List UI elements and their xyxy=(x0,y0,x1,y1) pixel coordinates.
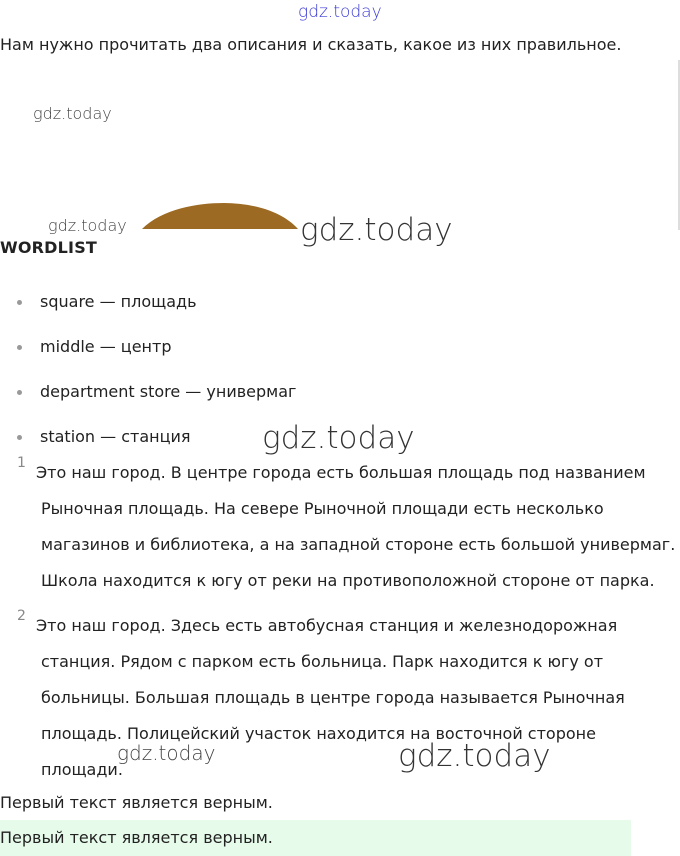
watermark: gdz.today xyxy=(300,212,453,248)
list-item xyxy=(0,285,296,330)
text-line: Это наш город. Здесь есть автобусная станция и железнодорожная xyxy=(36,616,618,635)
wordlist-item-text: department store — универмаг xyxy=(40,382,297,401)
watermark: gdz.today xyxy=(262,420,415,456)
wordlist-item-text: square — площадь xyxy=(40,292,197,311)
watermark-top: gdz.today xyxy=(298,2,382,22)
bullet-icon xyxy=(17,345,22,350)
wordlist-title: WORDLIST xyxy=(0,238,98,257)
item-number: 1 xyxy=(17,455,26,471)
item-number: 2 xyxy=(17,608,26,624)
bullet-icon xyxy=(17,300,22,305)
watermark: gdz.today xyxy=(33,104,112,123)
text-line: Это наш город. В центре города есть большая площадь под названием xyxy=(36,463,646,482)
watermark: gdz.today xyxy=(398,738,551,774)
answer-text: Первый текст является верным. xyxy=(0,793,273,812)
wordlist-item-text: middle — центр xyxy=(40,337,172,356)
text-line: станция. Рядом с парком есть больница. Парк находится к югу от xyxy=(41,652,604,671)
text-line: магазинов и библиотека, а на западной стороне есть большой универмаг. xyxy=(41,535,676,554)
dome-shape xyxy=(142,203,298,229)
text-line: Рыночная площадь. На севере Рыночной площади есть несколько xyxy=(41,499,604,518)
intro-text: Нам нужно прочитать два описания и сказать, какое из них правильное. xyxy=(0,35,622,54)
bullet-icon xyxy=(17,390,22,395)
bullet-icon xyxy=(17,435,22,440)
map-image-fragment xyxy=(142,203,298,229)
answer-highlight-box: Первый текст является верным. xyxy=(0,820,631,856)
description-text xyxy=(36,455,676,599)
text-line: площадь. Полицейский участок находится на восточной стороне xyxy=(41,724,596,743)
text-line: больницы. Большая площадь в центре города называется Рыночная xyxy=(41,688,625,707)
text-line: Школа находится к югу от реки на противоположной стороне от парка. xyxy=(41,571,655,590)
wordlist xyxy=(0,285,296,465)
list-item xyxy=(0,330,296,375)
watermark: gdz.today xyxy=(117,741,216,765)
watermark: gdz.today xyxy=(48,216,127,235)
list-item xyxy=(0,375,296,420)
text-line: площади. xyxy=(41,760,123,779)
wordlist-item-text: station — станция xyxy=(40,427,191,446)
